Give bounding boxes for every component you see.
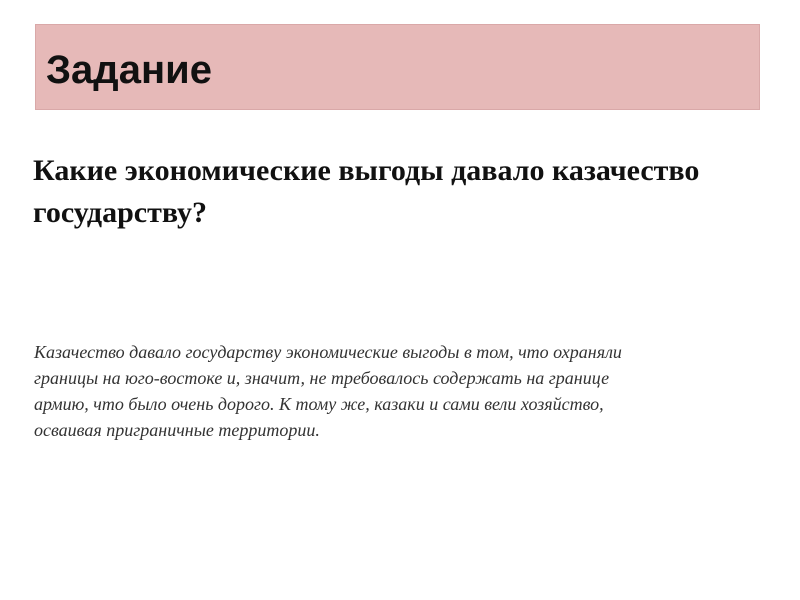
title-bar xyxy=(35,24,760,110)
answer-line: Казачество давало государству экономические выгоды в том, что охраняли xyxy=(34,342,622,362)
answer-line: границы на юго-востоке и, значит, не требовалось содержать на границе xyxy=(34,368,610,388)
question-text: Какие экономические выгоды давало казачество государству? xyxy=(33,154,700,229)
slide-title: Задание xyxy=(46,48,212,92)
answer-text xyxy=(34,339,774,443)
answer-line: осваивая приграничные территории. xyxy=(34,420,320,440)
answer-line: армию, что было очень дорого. К тому же, казаки и сами вели хозяйство, xyxy=(34,394,604,414)
